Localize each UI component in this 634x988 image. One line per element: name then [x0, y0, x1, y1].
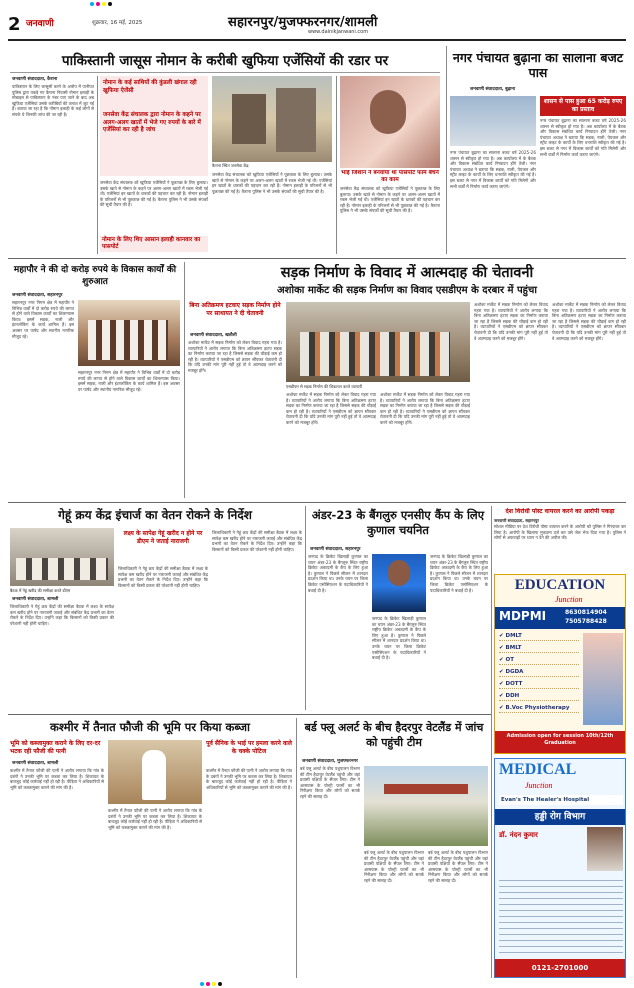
- headline-vets: देश विरोधी पोस्ट वायरल करने का आरोपी पकड़ा: [505, 508, 615, 515]
- photo-caption-janseva: कैराना स्थित जनसेवा केंद्र: [212, 163, 249, 168]
- vrule: [336, 76, 337, 254]
- body-kashmir-2: कश्मीर में तैनात फौजी की पत्नी ने आरोप लगाया कि गांव के दबंगों ने उनकी भूमि पर कब्जा कर लिया है। शिकायत के बावजूद कोई कार्रवाई नहीं हो रही है। पीड़िता ने अधिकारियों से भूमि को कब्जामुक्त कराने की मांग की है।: [108, 808, 202, 830]
- byline-vets: जनवाणी संवाददाता, सहारनपुर: [494, 518, 539, 523]
- callout-2: जनसेवा केंद्र संचालक द्वारा नोमान के कहने पर अलग-अलग खातों में भेजे गए रुपयों के बारे में एजेंसियां कर रही है जांच: [103, 112, 201, 133]
- headline-kashmir: कश्मीर में तैनात फौजी की भूमि पर किया कब्जा: [50, 720, 250, 734]
- face: [370, 90, 406, 134]
- ad-medical-title: MEDICAL: [499, 761, 577, 778]
- ad-medical-services: [499, 875, 623, 955]
- vrule: [296, 718, 297, 978]
- people: [88, 320, 168, 360]
- sub-budhana: शासन से पास हुआ 65 करोड़ रुपए का प्रस्ताव: [540, 96, 626, 116]
- photo-caption-asoka: एसडीएम से सड़क निर्माण की शिकायत करते व्यापारी: [286, 384, 363, 389]
- ad-education-photo: [583, 633, 623, 725]
- photo-caption-wheat: बैठक में गेहूं खरीद की समीक्षा करते डीएम: [10, 588, 71, 593]
- registration-dot: [96, 2, 100, 6]
- ad-medical-subtitle: Junction: [525, 781, 553, 790]
- section-rule: [8, 502, 626, 503]
- ad-medical-doctor-photo: [587, 827, 623, 871]
- sub-kashmir: भूमि को कब्जामुक्त कराने के लिए दर-दर भटक रही फौजी की पत्नी: [10, 740, 101, 755]
- side-headline-kashmir: पूर्व सैनिक के भाई पर हमला करने वाले के चक्के पोटिज: [206, 740, 292, 755]
- headline-mahapur: महापौर ने की दो करोड़ रुपये के विकास कार्यों की शुरुआत: [13, 265, 177, 287]
- body-asoka-4: अशोका मार्केट में सड़क निर्माण को लेकर विवाद गहरा गया है। व्यापारियों ने आरोप लगाया कि बिना अतिक्रमण हटाए सड़क का निर्माण कराया जा रहा है जिससे सड़क की चौड़ाई कम हो रही है। व्यापारियों ने एसडीएम को ज्ञापन सौंपकर चेतावनी दी कि यदि उनकी मांग पूरी नहीं हुई तो वे आत्मदाह करने को मजबूर होंगे।: [552, 302, 626, 341]
- photo-budhana: [450, 96, 536, 146]
- registration-dot: [200, 982, 204, 986]
- ad-education-admission: Admission open for session 10th/12th Graduation: [495, 731, 625, 753]
- body-budhana-2: नगर पंचायत बुढ़ाना का सालाना बजट वर्ष 2025-26 शासन से स्वीकृत हो गया है। अब कार्यालय में के बैठक और विकास संबंधित कार्य निष्पादन होंगे तेजी। नगर पंचायत अध्यक्ष ने बताया कि सड़क, नाली, पेयजल और स्ट्रीट लाइट के कार्यों के लिए धनराशि स्वीकृत की गई है। इस बजट से नगर में विकास कार्यों को गति मिलेगी और सभी वार्डों में निर्माण कार्य कराए जाएंगे।: [540, 118, 626, 157]
- photo-wetland: [364, 766, 488, 846]
- body-kashmir-3: कश्मीर में तैनात फौजी की पत्नी ने आरोप लगाया कि गांव के दबंगों ने उनकी भूमि पर कब्जा कर लिया है। शिकायत के बावजूद कोई कार्रवाई नहीं हो रही है। पीड़िता ने अधिकारियों से भूमि को कब्जामुक्त कराने की मांग की है।: [206, 768, 292, 790]
- ad-medical-dept: हड्डी रोग विभाग: [495, 809, 625, 825]
- window: [232, 94, 266, 144]
- body-flu: बर्ड फ्लू अलर्ट के बीच पशुपालन विभाग की टीम हैदरपुर वेटलैंड पहुंची और वहां प्रवासी पक्षियों के सैंपल लिए। टीम ने आसपास के पोल्ट्री फार्मों का भी निरीक्षण किया और लोगों को सतर्क रहने की सलाह दी।: [300, 766, 360, 799]
- registration-dot: [90, 2, 94, 6]
- registration-dot: [212, 982, 216, 986]
- ad-education-course: ✔ OT: [499, 657, 579, 665]
- callout-1: नोमान के कई साथियों की कुंडली खंगाल रही खुफिया ऐजेंसी: [103, 80, 197, 94]
- vrule: [305, 506, 306, 710]
- rule: [10, 72, 440, 73]
- body-kunal-3: जनपद के क्रिकेट खिलाड़ी कुणाल का चयन अंडर-23 के बैंगलुरु स्थित राष्ट्रीय क्रिकेट अकादमी के कैंप के लिए हुआ है। कुणाल ने पिछले सीजन में शानदार प्रदर्शन किया था। उनके चयन पर जिला क्रिकेट एसोसिएशन के पदाधिकारियों ने बधाई दी है।: [430, 554, 488, 593]
- photo-wheat-meeting: [10, 528, 114, 586]
- byline-nauman: जनवाणी संवाददाता, कैराना: [12, 77, 58, 82]
- sub-asoka: अशोका मार्केट की सड़क निर्माण का विवाद एसडीएम के दरबार में पहुंचा: [277, 285, 537, 296]
- body-kashmir: कश्मीर में तैनात फौजी की पत्नी ने आरोप लगाया कि गांव के दबंगों ने उनकी भूमि पर कब्जा कर लिया है। शिकायत के बावजूद कोई कार्रवाई नहीं हो रही है। पीड़िता ने अधिकारियों से भूमि को कब्जामुक्त कराने की मांग की है।: [10, 768, 104, 790]
- ad-education-course-list: [499, 633, 579, 717]
- side-headline-wheat: लक्ष्य के सापेक्ष गेहूं खरीद न होने पर डीएम ने जताई नाराजगी: [123, 530, 203, 545]
- body-kunal: जनपद के क्रिकेट खिलाड़ी कुणाल का चयन अंडर-23 के बैंगलुरु स्थित राष्ट्रीय क्रिकेट अकादमी के कैंप के लिए हुआ है। कुणाल ने पिछले सीजन में शानदार प्रदर्शन किया था। उनके चयन पर जिला क्रिकेट एसोसिएशन के पदाधिकारियों ने बधाई दी है।: [308, 554, 368, 593]
- byline-flu: जनवाणी संवाददाता, मुजफ्फरनगर: [302, 759, 358, 764]
- byline-kashmir: जनवाणी संवाददाता, शामली: [12, 761, 59, 766]
- vrule: [97, 76, 98, 254]
- byline-budhana: जनवाणी संवाददाता, बुढ़ाना: [470, 87, 516, 92]
- body-nauman-3: जनसेवा केंद्र संचालक को खुफिया एजेंसियों ने पूछताछ के लिए बुलाया। उसके खाते से नोमान के कहने पर अलग-अलग खातों में रकम भेजी गई थी। एजेंसियां इन खातों के धारकों की पहचान कर रही हैं। नोमान इलाही के परिजनों से भी पूछताछ की गई है। कैराना पुलिस ने भी उसके संपर्कों की सूची तैयार की है।: [340, 186, 440, 214]
- door: [276, 88, 316, 152]
- byline-mahapur: जनवाणी संवाददाता, सहारनपुर: [12, 293, 63, 298]
- vrule: [491, 506, 492, 978]
- ad-education-course: ✔ BMLT: [499, 645, 579, 653]
- ad-education: [494, 574, 626, 754]
- body-budhana: नगर पंचायत बुढ़ाना का सालाना बजट वर्ष 2025-26 शासन से स्वीकृत हो गया है। अब कार्यालय में के बैठक और विकास संबंधित कार्य निष्पादन होंगे तेजी। नगर पंचायत अध्यक्ष ने बताया कि सड़क, नाली, पेयजल और स्ट्रीट लाइट के कार्यों के लिए धनराशि स्वीकृत की गई है। इस बजट से नगर में विकास कार्यों को गति मिलेगी और सभी वार्डों में निर्माण कार्य कराए जाएंगे।: [450, 150, 536, 189]
- gate: [384, 784, 468, 794]
- byline-kunal: जनवाणी संवाददाता, सहारनपुर: [310, 547, 361, 552]
- registration-dot: [218, 982, 222, 986]
- body-vets: सोशल मीडिया पर देश विरोधी पोस्ट वायरल करने के आरोपी को पुलिस ने गिरफ्तार कर लिया है। आरोपी के खिलाफ मुकदमा दर्ज कर उसे जेल भेज दिया गया है। पुलिस ने लोगों से अफवाहों पर ध्यान न देने की अपील की।: [494, 524, 626, 541]
- ad-education-course: ✔ DOTT: [499, 681, 579, 689]
- photo-asoka-road: [286, 302, 470, 382]
- masthead-rule: [8, 39, 626, 41]
- photo-kashmir: [108, 740, 202, 804]
- edition-title: सहारनपुर/मुजफ्फरनगर/शामली: [228, 15, 378, 30]
- table: [16, 558, 108, 580]
- callout-3: नोमान के लिए थिए आसान इलाही कानवार का पासपोर्ट: [100, 236, 208, 252]
- section-rule: [8, 714, 491, 715]
- page-number: 2: [8, 14, 21, 35]
- section-rule: [8, 258, 626, 259]
- masthead: [8, 12, 626, 38]
- ad-education-title: EDUCATION: [514, 577, 606, 593]
- photo-mahapur: [78, 300, 180, 366]
- ad-education-phone1: 8630814904: [565, 609, 607, 616]
- ad-education-subtitle: Junction: [555, 595, 583, 604]
- paper-name: जनवाणी: [26, 19, 54, 29]
- ad-education-course: ✔ DMLT: [499, 633, 579, 641]
- body-nauman-2: जनसेवा केंद्र संचालक को खुफिया एजेंसियों ने पूछताछ के लिए बुलाया। उसके खाते से नोमान के कहने पर अलग-अलग खातों में रकम भेजी गई थी। एजेंसियां इन खातों के धारकों की पहचान कर रही हैं। नोमान इलाही के परिजनों से भी पूछताछ की गई है। कैराना पुलिस ने भी उसके संपर्कों की सूची तैयार की है।: [212, 172, 332, 194]
- ad-education-course: ✔ B.Voc Physiotherapy: [499, 705, 579, 713]
- sidebar-headline-passport: भाई जिशान ने बनवाया था पासपोर्ट फार्म बेचने का काम: [341, 170, 439, 183]
- vrule: [446, 46, 447, 254]
- photo-kunal: [372, 554, 426, 612]
- body-mahapur-2: सहारनपुर नगर निगम क्षेत्र में महापौर ने विभिन्न वार्डों में दो करोड़ रुपये की लागत से होने वाले विकास कार्यों का शिलान्यास किया। इसमें सड़क, नाली और इंटरलॉकिंग के कार्य शामिल हैं। इस अवसर पर पार्षद और स्थानीय नागरिक मौजूद रहे।: [78, 370, 180, 392]
- headline-asoka: सड़क निर्माण के विवाद में आत्मदाह की चेतावनी: [280, 265, 534, 281]
- crowd: [300, 332, 450, 376]
- body-nauman: जनसेवा केंद्र संचालक को खुफिया एजेंसियों ने पूछताछ के लिए बुलाया। उसके खाते से नोमान के कहने पर अलग-अलग खातों में रकम भेजी गई थी। एजेंसियां इन खातों के धारकों की पहचान कर रही हैं। नोमान इलाही के परिजनों से भी पूछताछ की गई है। कैराना पुलिस ने भी उसके संपर्कों की सूची तैयार की है।: [100, 180, 208, 208]
- ad-education-course: ✔ DDH: [499, 693, 579, 701]
- ad-medical-hospital: Evan's The Healer's Hospital: [499, 795, 623, 805]
- registration-dot: [108, 2, 112, 6]
- registration-dot: [206, 982, 210, 986]
- body-wheat: जिलाधिकारी ने गेहूं क्रय केंद्रों की समीक्षा बैठक में लक्ष्य के सापेक्ष कम खरीद होने पर नाराजगी जताई और संबंधित केंद्र प्रभारी का वेतन रोकने के निर्देश दिए। उन्होंने कहा कि किसानों को किसी प्रकार की परेशानी नहीं होनी चाहिए।: [10, 604, 114, 626]
- ad-medical-doctor: डॉ. नंदन कुमार: [499, 831, 538, 839]
- body-kunal-2: जनपद के क्रिकेट खिलाड़ी कुणाल का चयन अंडर-23 के बैंगलुरु स्थित राष्ट्रीय क्रिकेट अकादमी के कैंप के लिए हुआ है। कुणाल ने पिछले सीजन में शानदार प्रदर्शन किया था। उनके चयन पर जिला क्रिकेट एसोसिएशन के पदाधिकारियों ने बधाई दी है।: [372, 616, 426, 661]
- photo-nauman: [340, 76, 440, 168]
- ad-education-course: ✔ DGDA: [499, 669, 579, 677]
- headline-budhana: नगर पंचायत बुढ़ाना का सालाना बजट पास: [452, 50, 624, 80]
- body-mahapur: सहारनपुर नगर निगम क्षेत्र में महापौर ने विभिन्न वार्डों में दो करोड़ रुपये की लागत से होने वाले विकास कार्यों का शिलान्यास किया। इसमें सड़क, नाली और इंटरलॉकिंग के कार्य शामिल हैं। इस अवसर पर पार्षद और स्थानीय नागरिक मौजूद रहे।: [12, 300, 74, 339]
- byline-asoka: जनवाणी संवाददाता, खतौली: [190, 333, 237, 338]
- ad-education-phone2: 7505788428: [565, 618, 607, 625]
- photo-janseva-kendra: [212, 76, 332, 162]
- headline-kunal: अंडर-23 के बैंगलुरु एनसीए कैंप के लिए कुणाल चयनित: [311, 508, 485, 537]
- face: [388, 560, 410, 586]
- callout-box: [100, 76, 208, 176]
- ad-medical-phone: 0121-2701000: [495, 959, 625, 977]
- body-wheat-3: जिलाधिकारी ने गेहूं क्रय केंद्रों की समीक्षा बैठक में लक्ष्य के सापेक्ष कम खरीद होने पर नाराजगी जताई और संबंधित केंद्र प्रभारी का वेतन रोकने के निर्देश दिए। उन्होंने कहा कि किसानों को किसी प्रकार की परेशानी नहीं होनी चाहिए।: [212, 530, 302, 552]
- byline-wheat: जनवाणी संवाददाता, शामली: [12, 597, 59, 602]
- website: www.dainikjanwani.com: [308, 29, 369, 35]
- masthead-date: शुक्रवार, 16 मई, 2025: [92, 20, 143, 26]
- headline-flu: बर्ड फ्लू अलर्ट के बीच हैदरपुर वेटलैंड में जांच को पहुंची टीम: [304, 721, 484, 749]
- body-asoka-side: अशोका मार्केट में सड़क निर्माण को लेकर विवाद गहरा गया है। व्यापारियों ने आरोप लगाया कि बिना अतिक्रमण हटाए सड़क का निर्माण कराया जा रहा है जिससे सड़क की चौड़ाई कम हो रही है। व्यापारियों ने एसडीएम को ज्ञापन सौंपकर चेतावनी दी कि यदि उनकी मांग पूरी नहीं हुई तो वे आत्मदाह करने को मजबूर होंगे।: [188, 340, 282, 373]
- side-headline-asoka: बिना अतिक्रमण हटवाए सड़क निर्माण होने पर साथायत ने दी चेतावनी: [189, 302, 281, 317]
- lead-nauman: पाकिस्तान के लिए जासूसी करने के आरोप में पानीपत पुलिस द्वारा पकड़े गए कैराना निवासी नोमान इलाही के मोबाइल से पाकिस्तान के नंबर पाए जाने के बाद अब खुफिया एजेंसियां उसके करीबियों की तलाश में जुट गई हैं। बताया जा रहा है कि नोमान इलाही के कई लोगों से संपर्क थे जिनकी जांच की जा रही है।: [12, 84, 94, 117]
- headline-wheat: गेहूं क्रय केंद्र इंचार्ज का वेतन रोकने के निर्देश: [58, 508, 252, 522]
- ad-medical: [494, 758, 626, 978]
- vrule: [184, 262, 185, 498]
- body-asoka-2: अशोका मार्केट में सड़क निर्माण को लेकर विवाद गहरा गया है। व्यापारियों ने आरोप लगाया कि बिना अतिक्रमण हटाए सड़क का निर्माण कराया जा रहा है जिससे सड़क की चौड़ाई कम हो रही है। व्यापारियों ने एसडीएम को ज्ञापन सौंपकर चेतावनी दी कि यदि उनकी मांग पूरी नहीं हुई तो वे आत्मदाह करने को मजबूर होंगे।: [380, 392, 470, 425]
- body-asoka: अशोका मार्केट में सड़क निर्माण को लेकर विवाद गहरा गया है। व्यापारियों ने आरोप लगाया कि बिना अतिक्रमण हटाए सड़क का निर्माण कराया जा रहा है जिससे सड़क की चौड़ाई कम हो रही है। व्यापारियों ने एसडीएम को ज्ञापन सौंपकर चेतावनी दी कि यदि उनकी मांग पूरी नहीं हुई तो वे आत्मदाह करने को मजबूर होंगे।: [286, 392, 376, 425]
- registration-dot: [102, 2, 106, 6]
- body-flu-2: बर्ड फ्लू अलर्ट के बीच पशुपालन विभाग की टीम हैदरपुर वेटलैंड पहुंची और वहां प्रवासी पक्षियों के सैंपल लिए। टीम ने आसपास के पोल्ट्री फार्मों का भी निरीक्षण किया और लोगों को सतर्क रहने की सलाह दी।: [364, 850, 424, 883]
- body-flu-3: बर्ड फ्लू अलर्ट के बीच पशुपालन विभाग की टीम हैदरपुर वेटलैंड पहुंची और वहां प्रवासी पक्षियों के सैंपल लिए। टीम ने आसपास के पोल्ट्री फार्मों का भी निरीक्षण किया और लोगों को सतर्क रहने की सलाह दी।: [428, 850, 488, 883]
- figure: [142, 750, 166, 800]
- ad-education-school: MDPMI: [499, 609, 547, 623]
- body-asoka-3: अशोका मार्केट में सड़क निर्माण को लेकर विवाद गहरा गया है। व्यापारियों ने आरोप लगाया कि बिना अतिक्रमण हटाए सड़क का निर्माण कराया जा रहा है जिससे सड़क की चौड़ाई कम हो रही है। व्यापारियों ने एसडीएम को ज्ञापन सौंपकर चेतावनी दी कि यदि उनकी मांग पूरी नहीं हुई तो वे आत्मदाह करने को मजबूर होंगे।: [474, 302, 548, 341]
- headline-nauman: पाकिस्तानी जासूस नोमान के करीबी खुफिया एजेंसियों की रडार पर: [61, 53, 389, 69]
- body-wheat-2: जिलाधिकारी ने गेहूं क्रय केंद्रों की समीक्षा बैठक में लक्ष्य के सापेक्ष कम खरीद होने पर नाराजगी जताई और संबंधित केंद्र प्रभारी का वेतन रोकने के निर्देश दिए। उन्होंने कहा कि किसानों को किसी प्रकार की परेशानी नहीं होनी चाहिए।: [118, 566, 208, 588]
